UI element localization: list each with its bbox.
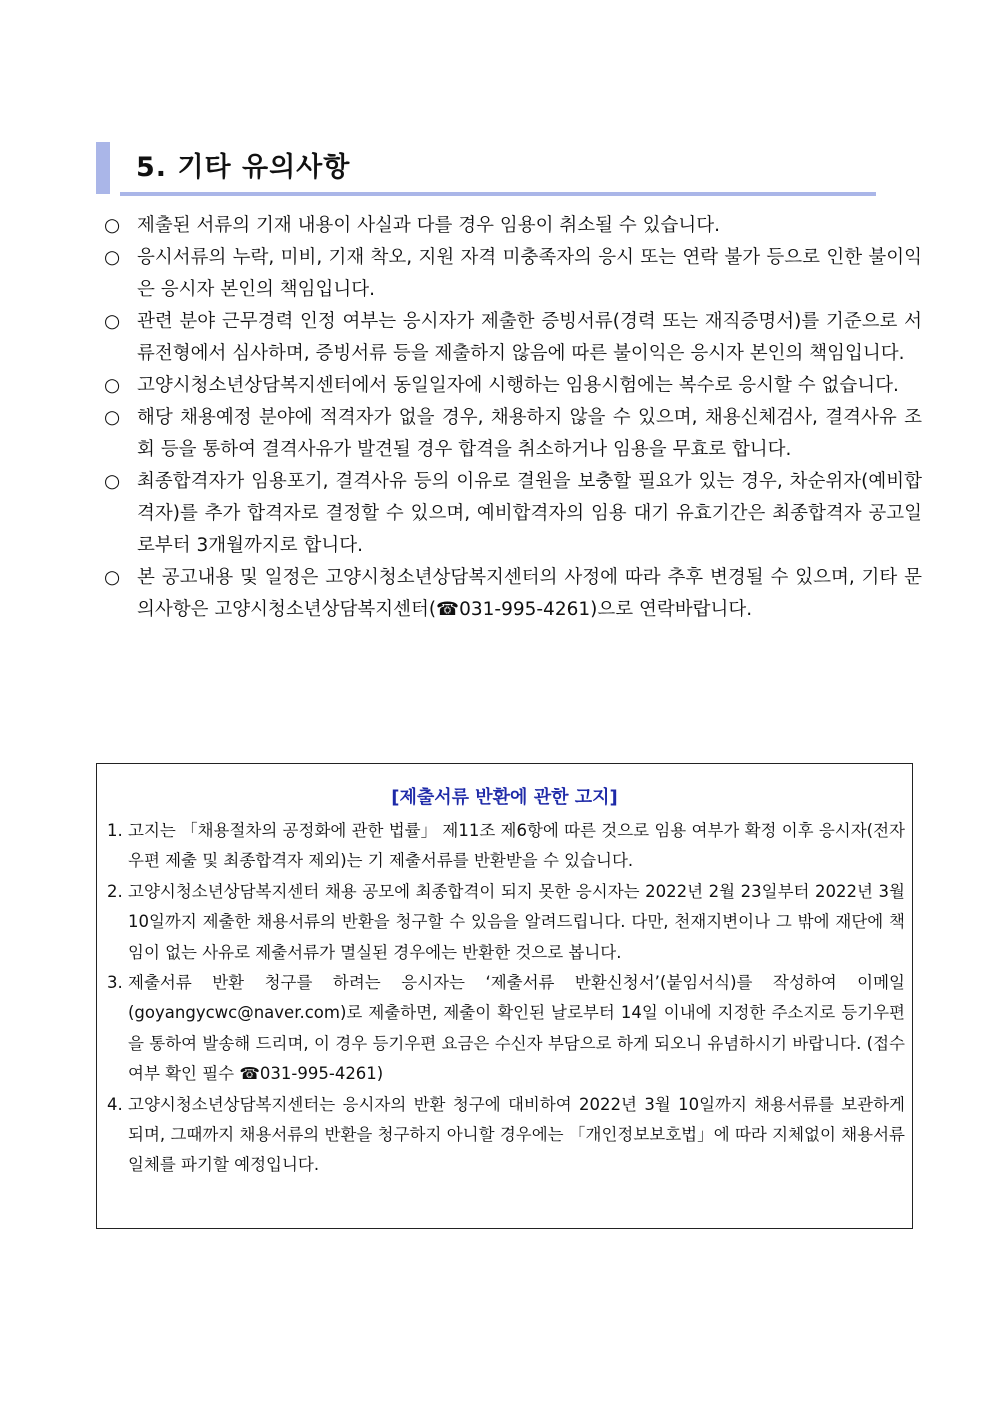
notice-item-text: 고양시청소년상담복지센터는 응시자의 반환 청구에 대비하여 2022년 3월 10일까지 채용서류를 보관하게 되며, 그때까지 채용서류의 반환을 청구하지 아니할 경우에는 「개인정보보호법」에 따라 지체없이 채용서류 일체를 파기할 예정입니다.	[128, 1094, 905, 1175]
note-item	[104, 466, 922, 562]
note-text: 응시서류의 누락, 미비, 기재 착오, 지원 자격 미충족자의 응시 또는 연락 불가 등으로 인한 불이익은 응시자 본인의 책임입니다.	[137, 247, 922, 300]
notice-item	[107, 968, 905, 1090]
circle-bullet-icon: ○	[104, 375, 121, 396]
notice-item-number: 4.	[107, 1094, 123, 1114]
notice-item-text: 고지는 「채용절차의 공정화에 관한 법률」 제11조 제6항에 따른 것으로 임용 여부가 확정 이후 응시자(전자우편 제출 및 최종합격자 제외)는 기 제출서류를 반환받을 수 있습니다.	[128, 821, 905, 871]
notice-item	[107, 1090, 905, 1181]
notice-item	[107, 877, 905, 968]
note-text: 제출된 서류의 기재 내용이 사실과 다를 경우 임용이 취소될 수 있습니다.	[137, 215, 720, 236]
note-text: 해당 채용예정 분야에 적격자가 없을 경우, 채용하지 않을 수 있으며, 채용신체검사, 결격사유 조회 등을 통하여 결격사유가 발견될 경우 합격을 취소하거나 임용을 무효로 합니다.	[137, 407, 922, 460]
note-item	[104, 242, 922, 306]
notice-item-text: 고양시청소년상담복지센터 채용 공모에 최종합격이 되지 못한 응시자는 2022년 2월 23일부터 2022년 3월 10일까지 제출한 채용서류의 반환을 청구할 수 있음을 알려드립니다. 다만, 천재지변이나 그 밖에 재단에 책임이 없는 사유로 제출서류가 멸실된 경우에는 반환한 것으로 봅니다.	[128, 881, 905, 962]
heading-underline	[120, 192, 876, 196]
section-title: 5. 기타 유의사항	[136, 152, 351, 183]
notice-item-text: 제출서류 반환 청구를 하려는 응시자는 ‘제출서류 반환신청서’(붙임서식)를 작성하여 이메일(goyangycwc@naver.com)로 제출하면, 제출이 확인된 날로부터 14일 이내에 지정한 주소지로 등기우편을 통하여 발송해 드리며, 이 경우 등기우편 요금은 수신자 부담으로 하게 되오니 유념하시기 바랍니다. (접수 여부 확인 필수 ☎031-995-4261)	[128, 973, 905, 1084]
notice-title: [제출서류 반환에 관한 고지]	[391, 787, 618, 808]
notes-list	[104, 210, 922, 626]
notice-item-number: 2.	[107, 881, 123, 901]
return-notice-box	[96, 763, 913, 1229]
notice-list	[107, 816, 905, 1181]
note-text: 최종합격자가 임용포기, 결격사유 등의 이유로 결원을 보충할 필요가 있는 경우, 차순위자(예비합격자)를 추가 합격자로 결정할 수 있으며, 예비합격자의 임용 대기 유효기간은 최종합격자 공고일로부터 3개월까지로 합니다.	[137, 471, 922, 556]
note-item	[104, 402, 922, 466]
note-item	[104, 370, 922, 402]
notice-item-number: 1.	[107, 821, 123, 840]
circle-bullet-icon: ○	[104, 407, 121, 428]
note-text: 본 공고내용 및 일정은 고양시청소년상담복지센터의 사정에 따라 추후 변경될 수 있으며, 기타 문의사항은 고양시청소년상담복지센터(☎031-995-4261)으로 연락바랍니다.	[137, 567, 922, 620]
circle-bullet-icon: ○	[104, 567, 121, 588]
notice-item-number: 3.	[107, 973, 123, 993]
circle-bullet-icon: ○	[104, 247, 121, 268]
section-heading	[96, 142, 876, 196]
circle-bullet-icon: ○	[104, 471, 121, 492]
note-item	[104, 562, 922, 626]
circle-bullet-icon: ○	[104, 311, 121, 332]
note-item	[104, 306, 922, 370]
note-item	[104, 210, 922, 242]
note-text: 고양시청소년상담복지센터에서 동일일자에 시행하는 임용시험에는 복수로 응시할 수 없습니다.	[137, 375, 899, 396]
note-text: 관련 분야 근무경력 인정 여부는 응시자가 제출한 증빙서류(경력 또는 재직증명서)를 기준으로 서류전형에서 심사하며, 증빙서류 등을 제출하지 않음에 따른 불이익은 응시자 본인의 책임입니다.	[137, 311, 922, 364]
notice-item	[107, 816, 905, 877]
circle-bullet-icon: ○	[104, 215, 121, 236]
heading-accent-bar	[96, 142, 110, 194]
